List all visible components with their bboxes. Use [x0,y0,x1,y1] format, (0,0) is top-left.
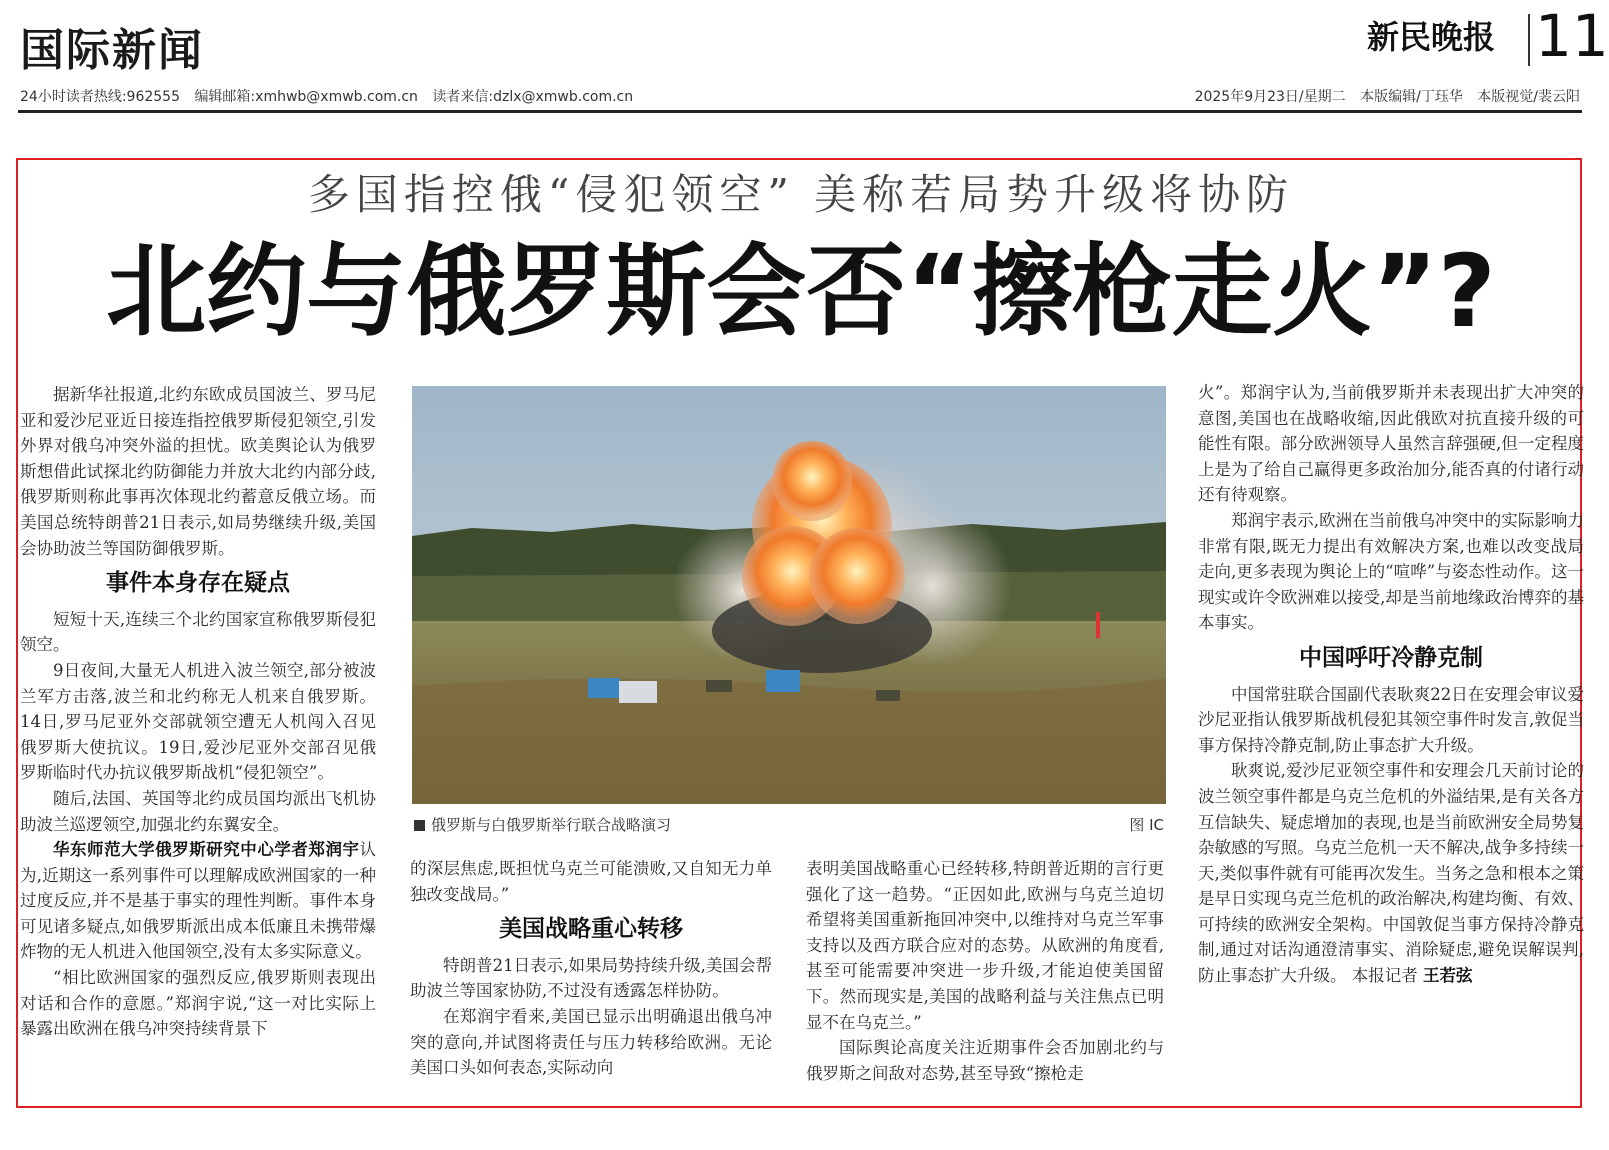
text-column-4 [1198,380,1584,1108]
paragraph: 短短十天,连续三个北约国家宣称俄罗斯侵犯领空。 [20,609,376,655]
paragraph: 在郑润宇看来,美国已显示出明确退出俄乌冲突的意向,并试图将责任与压力转移给欧洲。无论美国口头如何表态,实际动向 [410,1006,772,1078]
article-headline: 北约与俄罗斯会否“擦枪走火”? [106,233,1496,350]
section-heading: 中国呼吁冷静克制 [1299,644,1483,671]
divider [1528,14,1530,66]
paragraph: 国际舆论高度关注近期事件会否加剧北约与俄罗斯之间敌对态势,甚至导致“擦枪走 [806,1038,1164,1083]
issue-date: 2025年9月23日/星期二 [1194,89,1346,105]
reader-letters: 读者来信:dzlx@xmwb.com.cn [432,89,634,105]
masthead-rule [18,110,1582,113]
paragraph: 火”。郑润宇认为,当前俄罗斯并未表现出扩大冲突的意图,美国也在战略收缩,因此俄欧对抗直接升级的可能性有限。部分欧洲领导人虽然言辞强硬,但一定程度上是为了给自己赢得更多政治加分,能否真的付诸行动还有待观察。 [1198,383,1584,505]
section-title: 国际新闻 [20,25,204,76]
text-column-1 [20,382,376,1108]
paragraph: 随后,法国、英国等北约成员国均派出飞机协助波兰巡逻领空,加强北约东翼安全。 [20,788,376,834]
paragraph: 中国常驻联合国副代表耿爽22日在安理会审议爱沙尼亚指认俄罗斯战机侵犯其领空事件时发言,敦促当事方保持冷静克制,防止事态扩大升级。 [1198,684,1584,755]
editor-email: 编辑邮箱:xmhwb@xmwb.com.cn [194,89,418,105]
photo-credit: 图 IC [1129,816,1164,834]
photo-caption [414,814,1164,835]
contact-info [20,86,643,106]
paragraph [1198,758,1584,988]
reporter-name: 王若弦 [1423,966,1473,986]
paragraph: 特朗普21日表示,如果局势持续升级,美国会帮助波兰等国家协防,不过没有透露怎样协防。 [410,955,772,1001]
paragraph: 的深层焦虑,既担忧乌克兰可能溃败,又自知无力单独改变战局。” [410,859,772,904]
paragraph-text: 耿爽说,爱沙尼亚领空事件和安理会几天前讨论的波兰领空事件都是乌克兰危机的外溢结果,是有关各方互信缺失、疑虑增加的表现,也是当前欧洲安全局势复杂敏感的写照。乌克兰危机一天不解决,战争多持续一天,类似事件就有可能再次发生。当务之急和根本之策是早日实现乌克兰危机的政治解决,构建均衡、有效、可持续的欧洲安全架构。中国敦促当事方保持冷静克制,通过对话沟通澄清事实、消除疑虑,避免误解误判,防止事态扩大升级。 [1198,761,1584,986]
page-visual: 本版视觉/裴云阳 [1477,89,1580,105]
issue-info [1195,86,1580,106]
paragraph-text: 认为,近期这一系列事件可以理解成欧洲国家的一种过度反应,并不是基于事实的理性判断。事件本身可见诸多疑点,如俄罗斯派出成本低廉且未携带爆炸物的无人机进入他国领空,没有太多实际意义。 [20,840,376,962]
section-heading: 美国战略重心转移 [499,916,683,943]
byline-label: 本报记者 [1351,966,1418,986]
explosion-photo [412,386,1166,804]
caption-marker [414,820,425,831]
hotline: 24小时读者热线:962555 [20,89,180,105]
article-block[interactable] [16,158,1582,1108]
paragraph: 郑润宇表示,欧洲在当前俄乌冲突中的实际影响力非常有限,既无力提出有效解决方案,也难以改变战局走向,更多表现为舆论上的“喧哗”与姿态性动作。这一现实或许令欧洲难以接受,却是当前地缘政治博弈的基本事实。 [1198,510,1584,633]
article-subhead: 多国指控俄“侵犯领空” 美称若局势升级将协防 [307,170,1295,219]
masthead [0,0,1609,120]
expert-name: 华东师范大学俄罗斯研究中心学者郑润宇 [53,840,360,860]
text-column-2 [410,856,772,1108]
caption-text: 俄罗斯与白俄罗斯举行联合战略演习 [431,816,672,834]
text-column-3 [806,856,1164,1108]
section-heading: 事件本身存在疑点 [106,570,290,597]
newspaper-logo: 新民晚报 [1366,18,1495,56]
paragraph: 据新华社报道,北约东欧成员国波兰、罗马尼亚和爱沙尼亚近日接连指控俄罗斯侵犯领空,引发外界对俄乌冲突外溢的担忧。欧美舆论认为俄罗斯想借此试探北约防御能力并放大北约内部分歧,俄罗斯则称此事再次体现北约蓄意反俄立场。而美国总统特朗普21日表示,如局势继续升级,美国会协助波兰等国防御俄罗斯。 [20,385,376,558]
paragraph: “相比欧洲国家的强烈反应,俄罗斯则表现出对话和合作的意愿。”郑润宇说,“这一对比实际上暴露出欧洲在俄乌冲突持续背景下 [20,968,376,1039]
page-editor: 本版编辑/丁珏华 [1360,89,1463,105]
paragraph [20,837,376,965]
news-photo [412,386,1166,804]
page-number: 11 [1535,2,1609,70]
paragraph: 9日夜间,大量无人机进入波兰领空,部分被波兰军方击落,波兰和北约称无人机来自俄罗斯。14日,罗马尼亚外交部就领空遭无人机闯入召见俄罗斯大使抗议。19日,爱沙尼亚外交部召见俄罗斯临时代办抗议俄罗斯战机“侵犯领空”。 [20,660,376,783]
paragraph: 表明美国战略重心已经转移,特朗普近期的言行更强化了这一趋势。“正因如此,欧洲与乌克兰迫切希望将美国重新拖回冲突中,以维持对乌克兰军事支持以及西方联合应对的态势。从欧洲的角度看,甚至可能需要冲突进一步升级,才能迫使美国留下。然而现实是,美国的战略利益与关注焦点已明显不在乌克兰。” [806,859,1164,1032]
